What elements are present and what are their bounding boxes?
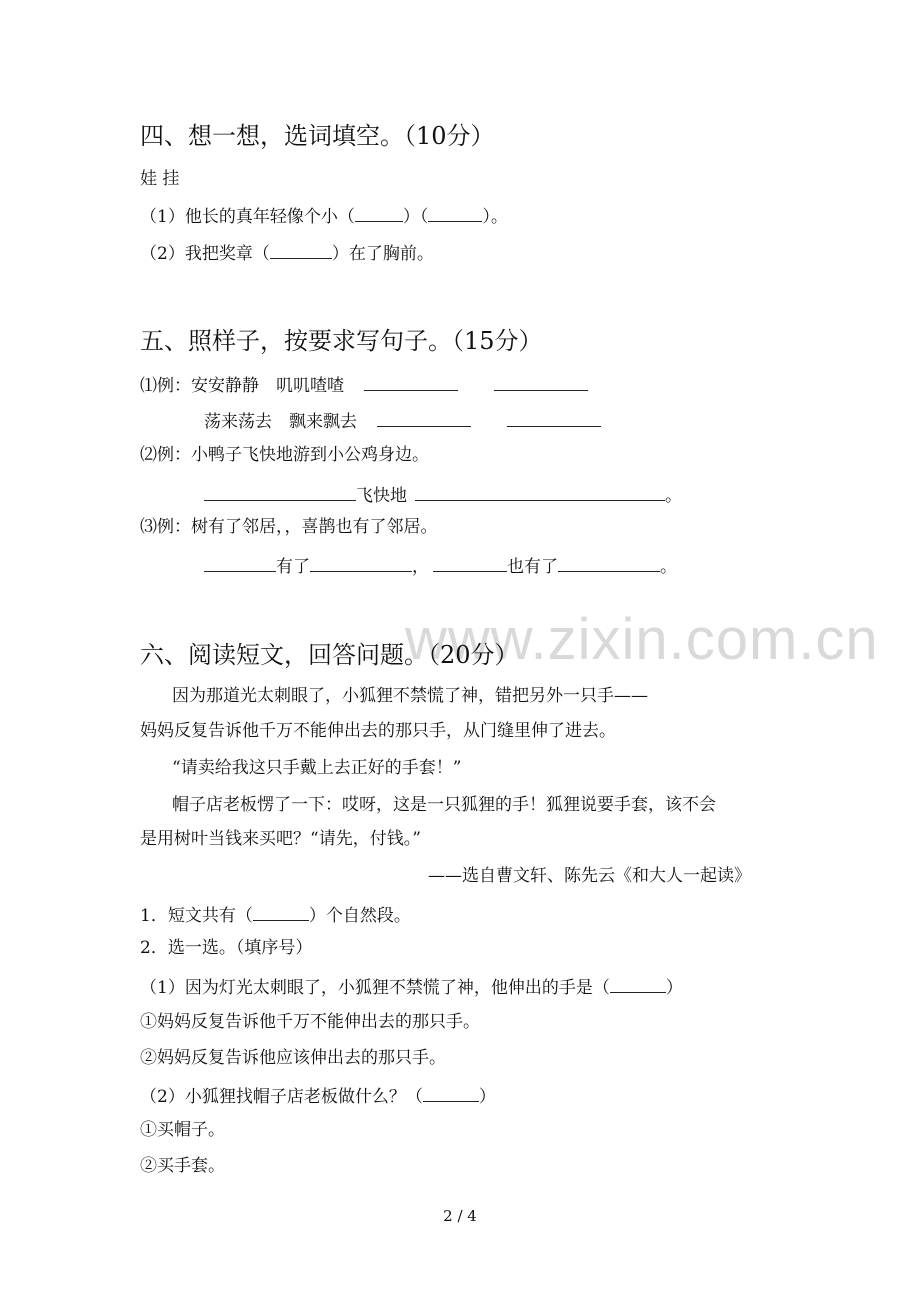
s6-q2-2-text-a: （2）小狐狸找帽子店老板做什么？（ <box>140 1087 423 1107</box>
section4-title: 四、想一想，选词填空。（10分） <box>140 122 495 150</box>
s5-e2-mid: 飞快地 <box>356 486 407 506</box>
passage-line-1: 因为那道光太刺眼了，小狐狸不禁慌了神，错把另外一只手—— <box>172 686 648 706</box>
blank <box>494 375 588 391</box>
blank <box>610 977 666 993</box>
passage-source: ——选自曹文轩、陈先云《和大人一起读》 <box>428 866 751 886</box>
s5-example-3 <box>140 519 438 536</box>
s5-e3-prefix: ⑶例： <box>140 517 191 537</box>
blank <box>204 485 356 501</box>
s6-question-2-2 <box>140 1086 496 1106</box>
blank <box>355 206 403 222</box>
blank <box>310 556 412 572</box>
page-number: 2 / 4 <box>443 1207 477 1225</box>
option-3: ①买帽子。 <box>140 1120 225 1140</box>
s5-example-2-answer <box>204 485 682 505</box>
blank <box>428 206 482 222</box>
option-4: ②买手套。 <box>140 1156 225 1176</box>
passage-line-4: 帽子店老板愣了一下：哎呀，这是一只狐狸的手！狐狸说要手套，该不会 <box>172 795 716 815</box>
section6-title: 六、阅读短文，回答问题。（20分） <box>140 641 519 669</box>
blank <box>507 411 601 427</box>
watermark: www.zixin.com.cn <box>405 607 879 672</box>
s6-question-2: 2．选一选。（填序号） <box>140 938 313 958</box>
s6-question-2-1 <box>140 977 683 997</box>
blank <box>377 411 471 427</box>
s6-q2-1-text-a: （1）因为灯光太刺眼了，小狐狸不禁慌了神，他伸出的手是（ <box>140 978 610 998</box>
s5-e1-prefix: ⑴例： <box>140 376 191 396</box>
s5-e3-b: ， <box>412 557 429 577</box>
s6-q2-1-text-b: ） <box>665 978 683 998</box>
s4-q2-text-b: ）在了胸前。 <box>331 244 434 264</box>
s5-example-1-line-2 <box>204 411 601 431</box>
s5-e3-a: 有了 <box>276 557 310 577</box>
s4-question-1 <box>140 206 508 226</box>
s4-q1-text-c: ）。 <box>482 207 508 227</box>
blank <box>415 485 665 501</box>
s5-e1-words-2: 荡来荡去 飘来飘去 <box>204 412 357 432</box>
blank <box>423 1086 479 1102</box>
blank <box>364 375 458 391</box>
s4-q2-text-a: （2）我把奖章（ <box>140 244 270 264</box>
word-choices: 娃 挂 <box>140 169 180 189</box>
s5-e1-words-1: 安安静静 叽叽喳喳 <box>191 376 344 396</box>
s5-e3-d: 。 <box>660 557 677 577</box>
s4-q1-text-b: ）（ <box>402 207 429 227</box>
s5-e2-end: 。 <box>665 486 682 506</box>
blank <box>253 905 309 921</box>
s5-e2-prefix: ⑵例： <box>140 445 191 465</box>
s4-question-2 <box>140 243 434 263</box>
passage-line-3: “请卖给我这只手戴上去正好的手套！” <box>172 758 462 778</box>
s6-q1-text-b: ）个自然段。 <box>308 906 411 926</box>
s4-q1-text-a: （1）他长的真年轻像个小（ <box>140 207 355 227</box>
passage-line-2: 妈妈反复告诉他千万不能伸出去的那只手，从门缝里伸了进去。 <box>140 721 616 741</box>
option-2: ②妈妈反复告诉他应该伸出去的那只手。 <box>140 1048 446 1068</box>
s5-example-2 <box>140 447 429 464</box>
blank <box>204 556 276 572</box>
s5-example-1-line-1 <box>140 375 588 395</box>
s5-e3-sentence: 树有了邻居，，喜鹊也有了邻居。 <box>191 517 438 537</box>
s5-example-3-answer <box>204 556 677 576</box>
s6-q2-2-text-b: ） <box>478 1087 496 1107</box>
s5-e2-sentence: 小鸭子飞快地游到小公鸡身边。 <box>191 445 429 465</box>
option-1: ①妈妈反复告诉他千万不能伸出去的那只手。 <box>140 1012 480 1032</box>
s5-e3-c: 也有了 <box>507 557 558 577</box>
section5-title: 五、照样子，按要求写句子。（15分） <box>140 327 543 355</box>
blank <box>433 556 507 572</box>
s6-question-1 <box>140 905 411 925</box>
passage-line-5: 是用树叶当钱来买吧？“请先，付钱。” <box>140 829 421 849</box>
blank <box>558 556 660 572</box>
blank <box>270 243 332 259</box>
s6-q1-text-a: 1．短文共有（ <box>140 906 253 926</box>
